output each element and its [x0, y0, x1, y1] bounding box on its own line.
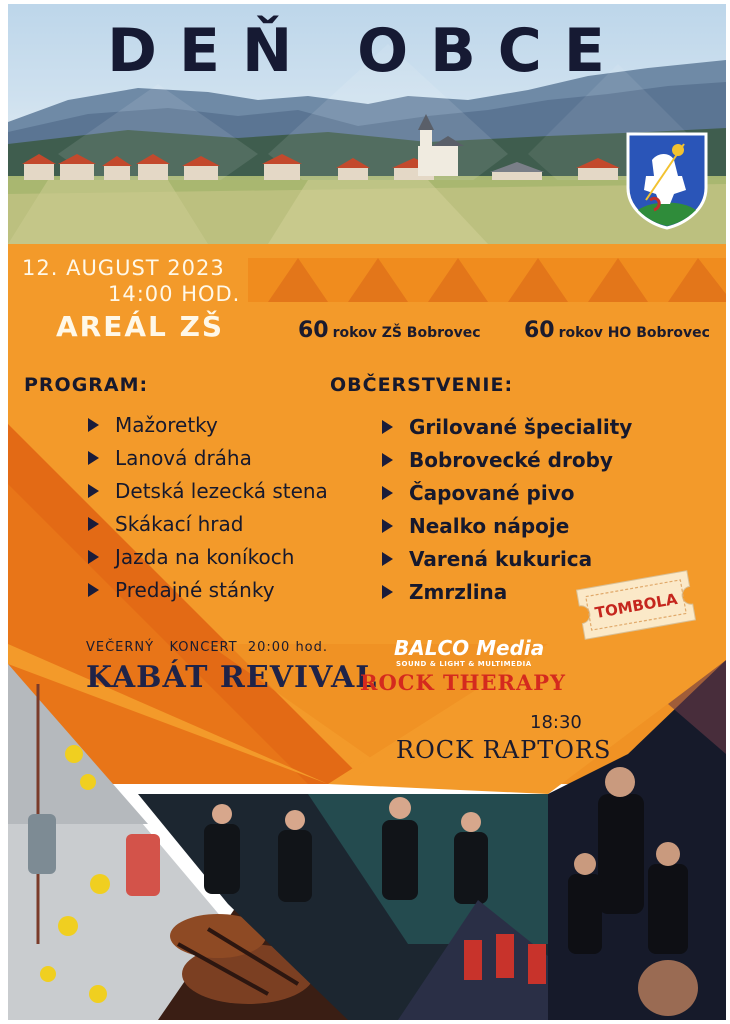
landscape-banner — [8, 4, 726, 244]
play-triangle-icon — [382, 453, 393, 467]
sponsor-logo: BALCO Media — [394, 636, 545, 660]
refreshment-item-label: Čapované pivo — [409, 480, 575, 505]
program-item — [88, 573, 328, 606]
concert-headliner: KABÁT REVIVAL — [86, 660, 378, 695]
program-item-label: Skákací hrad — [115, 511, 244, 536]
play-triangle-icon — [382, 486, 393, 500]
program-item — [88, 441, 328, 474]
play-triangle-icon — [382, 585, 393, 599]
anniversary-ho — [524, 318, 710, 343]
program-item-label: Predajné stánky — [115, 577, 275, 602]
program-item — [88, 408, 328, 441]
refreshment-item-label: Nealko nápoje — [409, 513, 570, 538]
coat-of-arms-icon — [624, 130, 710, 230]
program-item — [88, 507, 328, 540]
photo-collage — [8, 644, 726, 1020]
opener-band: ROCK RAPTORS — [396, 736, 612, 764]
program-heading: PROGRAM: — [24, 374, 149, 396]
refreshment-item — [382, 542, 632, 575]
program-item — [88, 474, 328, 507]
event-time: 14:00 HOD. — [108, 282, 241, 306]
sponsor-tagline: SOUND & LIGHT & MULTIMEDIA — [396, 660, 532, 668]
play-triangle-icon — [88, 484, 99, 498]
program-item-label: Mažoretky — [115, 412, 218, 437]
play-triangle-icon — [88, 517, 99, 531]
refreshment-item-label: Varená kukurica — [409, 546, 593, 571]
program-list — [88, 408, 328, 606]
event-date: 12. AUGUST 2023 — [22, 256, 225, 280]
program-item-label: Jazda na koníkoch — [115, 544, 295, 569]
play-triangle-icon — [88, 583, 99, 597]
anniversary-school — [298, 318, 481, 343]
refreshment-item — [382, 509, 632, 542]
play-triangle-icon — [382, 519, 393, 533]
concert-label: VEČERNÝ KONCERT 20:00 hod. — [86, 640, 329, 655]
program-item-label: Lanová dráha — [115, 445, 252, 470]
refreshments-heading: OBČERSTVENIE: — [330, 374, 514, 396]
refreshment-item-label: Grilované špeciality — [409, 414, 633, 439]
concert-support: ROCK THERAPY — [360, 670, 567, 695]
play-triangle-icon — [88, 451, 99, 465]
play-triangle-icon — [88, 418, 99, 432]
refreshment-item-label: Zmrzlina — [409, 579, 508, 604]
refreshment-item — [382, 476, 632, 509]
play-triangle-icon — [382, 420, 393, 434]
anniversary-school-number: 60 — [298, 318, 329, 343]
refreshment-item — [382, 443, 632, 476]
play-triangle-icon — [88, 550, 99, 564]
anniversary-ho-text: rokov HO Bobrovec — [558, 325, 710, 341]
page-title: DEŇ OBCE — [107, 16, 627, 86]
refreshments-list — [382, 410, 632, 608]
tombola-label: TOMBOLA — [593, 589, 679, 623]
refreshment-item-label: Bobrovecké droby — [409, 447, 613, 472]
program-item — [88, 540, 328, 573]
program-item-label: Detská lezecká stena — [115, 478, 328, 503]
anniversary-ho-number: 60 — [524, 318, 555, 343]
play-triangle-icon — [382, 552, 393, 566]
refreshment-item — [382, 410, 632, 443]
event-venue: AREÁL ZŠ — [56, 310, 225, 343]
opener-time: 18:30 — [530, 712, 582, 733]
anniversary-school-text: rokov ZŠ Bobrovec — [332, 325, 481, 341]
